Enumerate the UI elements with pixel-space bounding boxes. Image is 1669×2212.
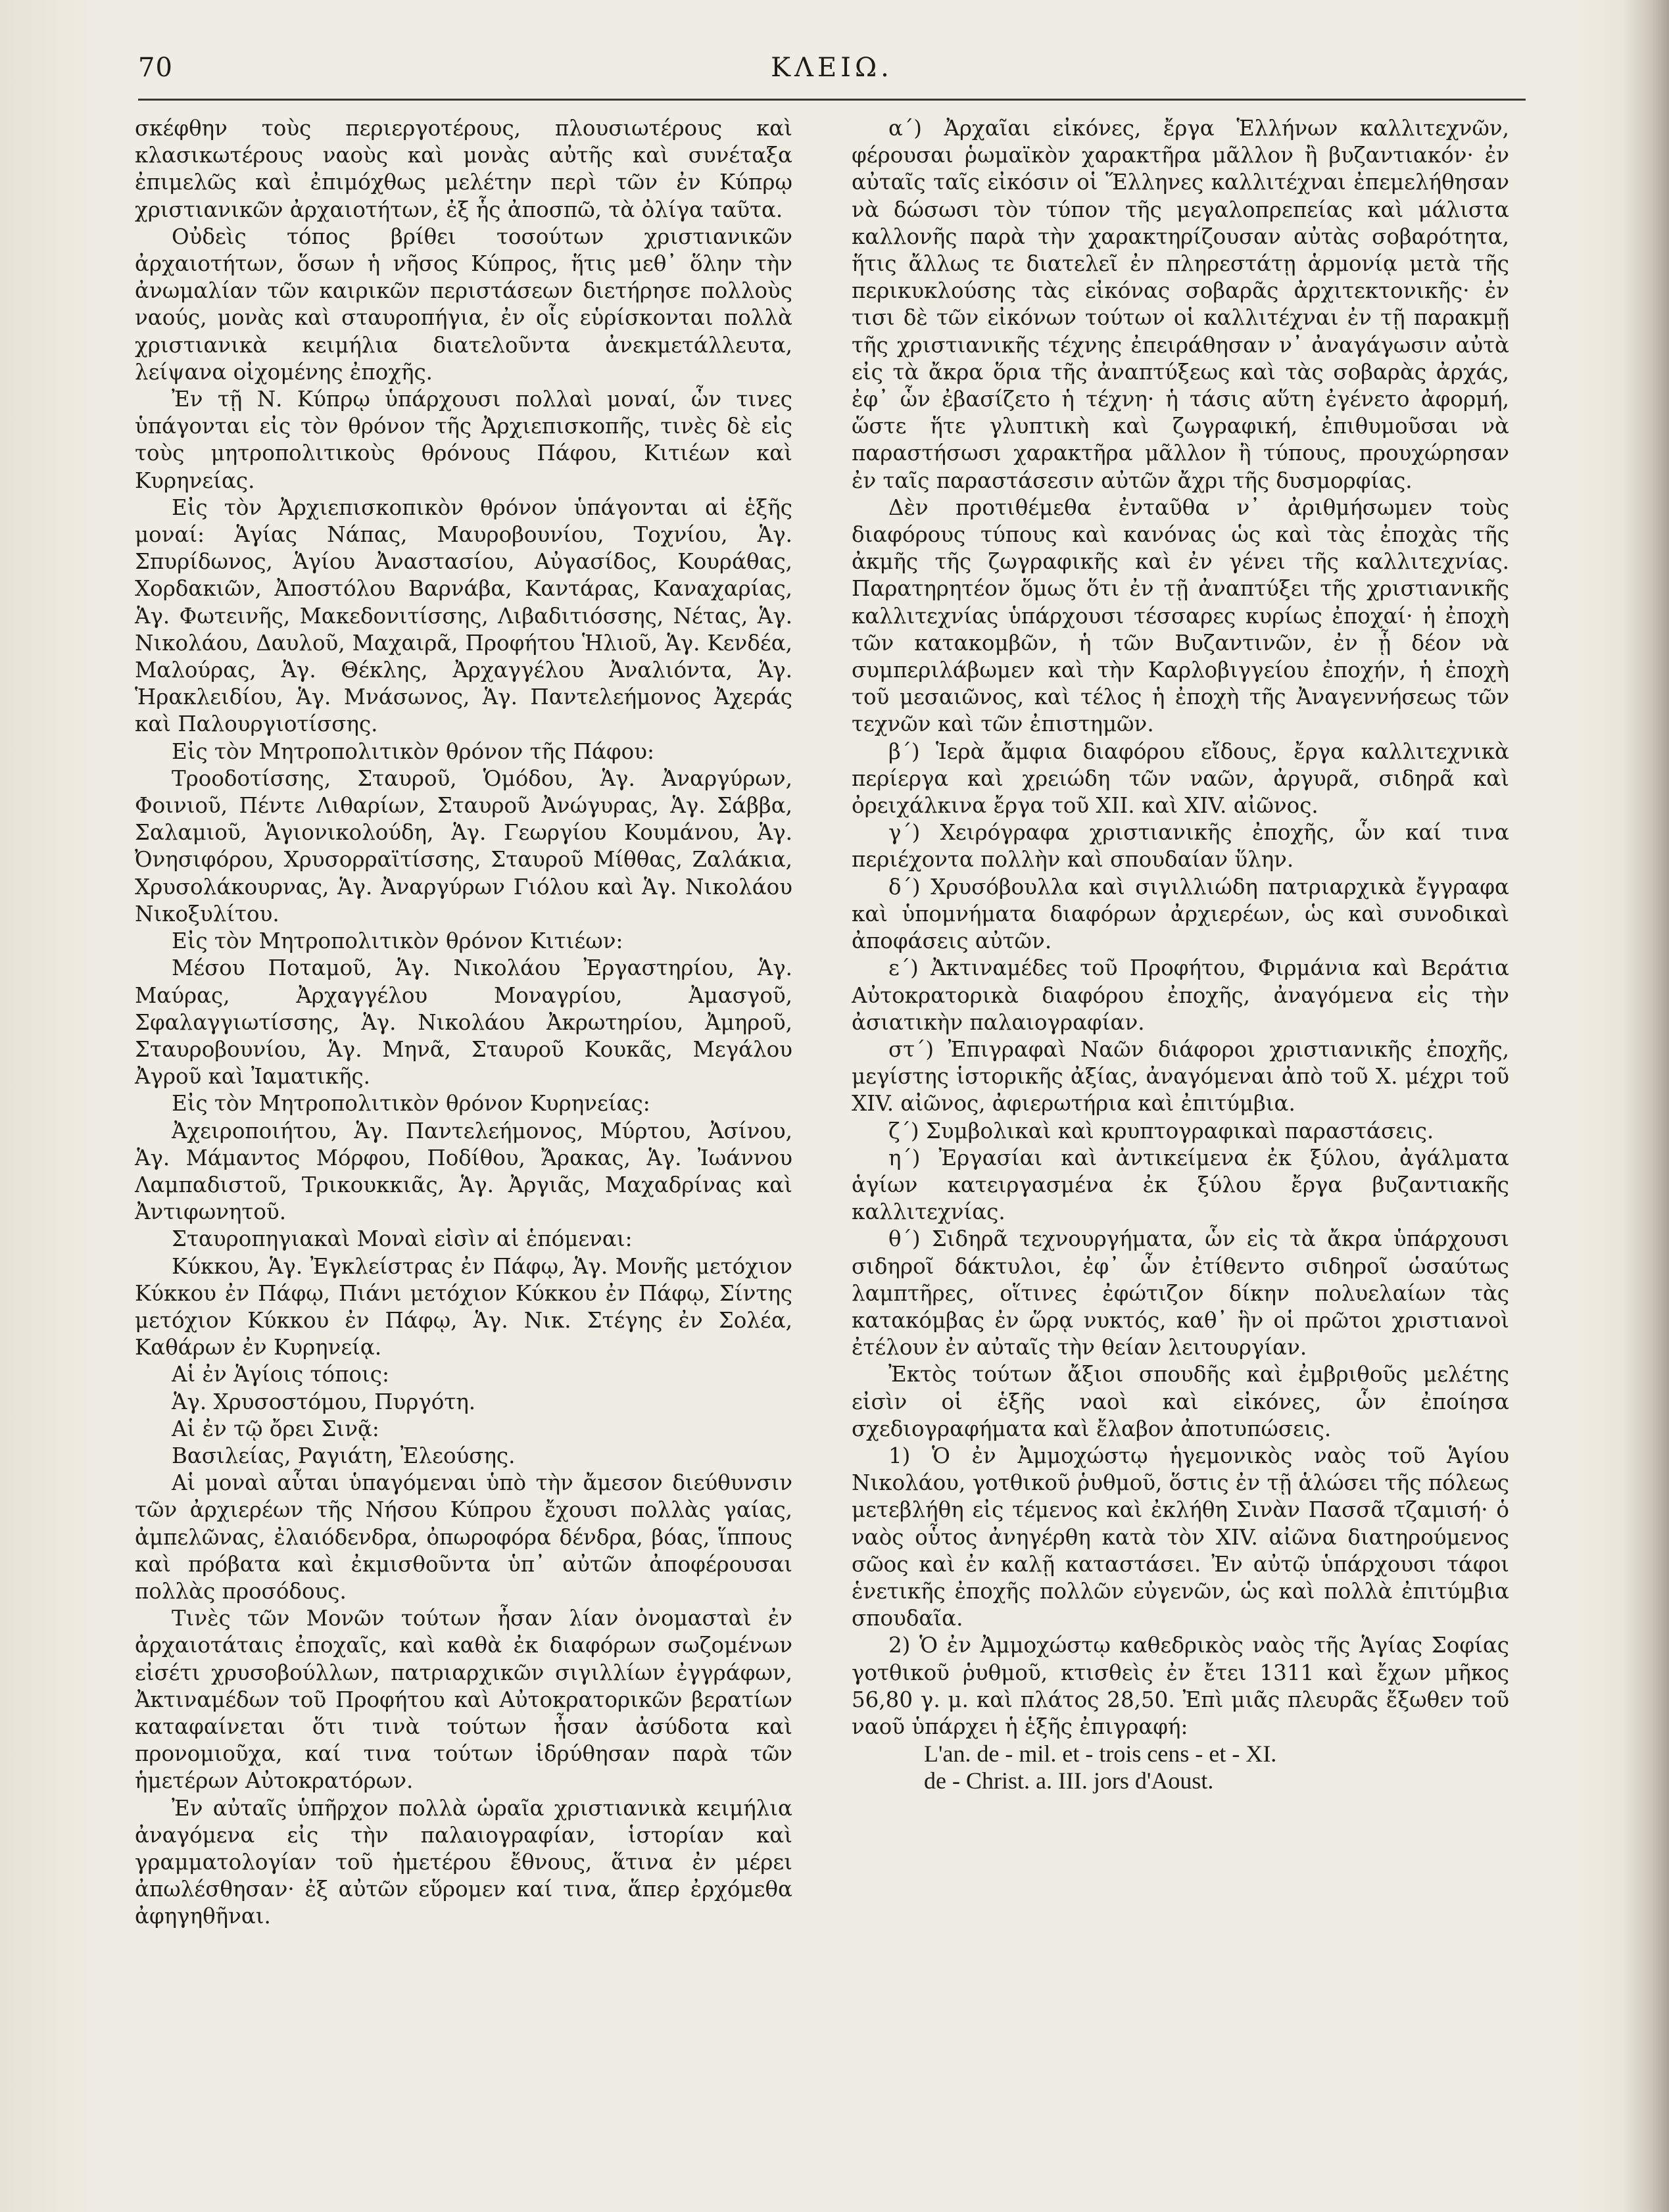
paragraph: β´) Ἱερὰ ἄμφια διαφόρου εἴδους, ἔργα καλλιτεχνικὰ περίεργα καὶ χρειώδη τῶν ναῶν, ἀργυρᾶ, σιδηρᾶ καὶ ὀρειχάλκινα ἔργα τοῦ XII. καὶ XIV. αἰῶνος. [852, 738, 1509, 819]
paragraph: Αἱ μοναὶ αὗται ὑπαγόμεναι ὑπὸ τὴν ἄμεσον διεύθυνσιν τῶν ἀρχιερέων τῆς Νήσου Κύπρου ἔχουσι πολλὰς γαίας, ἀμπελῶνας, ἐλαιόδενδρα, ὀπωροφόρα δένδρα, βόας, ἵππους καὶ πρόβατα καὶ ἐκμισθοῦντα ὑπ᾽ αὐτῶν ἀποφέρουσαι πολλὰς προσόδους. [135, 1470, 792, 1604]
paragraph: α´) Ἀρχαῖαι εἰκόνες, ἔργα Ἑλλήνων καλλιτεχνῶν, φέρουσαι ῥωμαϊκὸν χαρακτῆρα μᾶλλον ἢ βυζαντιακόν· ἐν αὐταῖς ταῖς εἰκόσιν οἱ Ἕλληνες καλλιτέχναι ἐπεμελήθησαν νὰ δώσωσι τὸν τύπον τῆς μεγαλοπρεπείας καὶ μάλιστα καλλονῆς παρὰ τὴν χαρακτηρίζουσαν αὐτὰς σοβαρότητα, ἥτις ἄλλως τε διατελεῖ ἐν πληρεστάτῃ ἁρμονίᾳ μετὰ τῆς περικυκλούσης τὰς εἰκόνας σοβαρᾶς ἀρχιτεκτονικῆς· ἐν τισι δὲ τῶν εἰκόνων τούτων οἱ καλλιτέχναι ἐν τῇ παρακμῇ τῆς χριστιανικῆς τέχνης ἐπειράθησαν ν᾽ ἀναγάγωσιν αὐτὰ εἰς τὰ ἄκρα ὅρια τῆς ἀναπτύξεως καὶ τὰς σοβαρὰς ἀρχάς, ἐφ᾽ ὧν ἐβασίζετο ἡ τέχνη· ἡ τάσις αὕτη ἐγένετο ἀφορμή, ὥστε ἥτε γλυπτικὴ καὶ ζωγραφική, ἐπιθυμοῦσαι νὰ παραστήσωσι χαρακτῆρα μᾶλλον ἢ τύπους, προυχώρησαν ἐν ταῖς παραστάσεσιν αὐτῶν ἄχρι τῆς δυσμορφίας. [852, 116, 1509, 493]
paragraph: Ἐν τῇ Ν. Κύπρῳ ὑπάρχουσι πολλαὶ μοναί, ὧν τινες ὑπάγονται εἰς τὸν θρόνον τῆς Ἀρχιεπισκοπῆς, τινὲς δὲ εἰς τοὺς μητροπολιτικοὺς θρόνους Πάφου, Κιτιέων καὶ Κυρηνείας. [135, 387, 792, 493]
paragraph: γ´) Χειρόγραφα χριστιανικῆς ἐποχῆς, ὧν καί τινα περιέχοντα πολλὴν καὶ σπουδαίαν ὕλην. [852, 820, 1509, 873]
paragraph: στ´) Ἐπιγραφαὶ Ναῶν διάφοροι χριστιανικῆς ἐποχῆς, μεγίστης ἱστορικῆς ἀξίας, ἀναγόμεναι ἀπὸ τοῦ Χ. μέχρι τοῦ XIV. αἰῶνος, ἀφιερωτήρια καὶ ἐπιτύμβια. [852, 1036, 1509, 1117]
paragraph: θ´) Σιδηρᾶ τεχνουργήματα, ὧν εἰς τὰ ἄκρα ὑπάρχουσι σιδηροῖ δάκτυλοι, ἐφ᾽ ὧν ἐτίθεντο σιδηροῖ ὡσαύτως λαμπτῆρες, οἵτινες ἐφώτιζον δίκην πολυελαίων τὰς κατακόμβας ἐν ὥρᾳ νυκτός, καθ᾽ ἣν οἱ πρῶτοι χριστιανοὶ ἐτέλουν ἐν αὐταῖς τὴν θείαν λειτουργίαν. [852, 1226, 1509, 1360]
paragraph: ε´) Ἀκτιναμέδες τοῦ Προφήτου, Φιρμάνια καὶ Βεράτια Αὐτοκρατορικὰ διαφόρου ἐποχῆς, ἀναγόμενα εἰς τὴν ἀσιατικὴν παλαιογραφίαν. [852, 955, 1509, 1035]
paragraph: Ἐκτὸς τούτων ἄξιοι σπουδῆς καὶ ἐμβριθοῦς μελέτης εἰσὶν οἱ ἑξῆς ναοὶ καὶ εἰκόνες, ὧν ἐποίησα σχεδιογραφήματα καὶ ἔλαβον ἀποτυπώσεις. [852, 1362, 1509, 1441]
binding-shadow [1623, 0, 1669, 2212]
paragraph: Ἁγ. Χρυσοστόμου, Πυργότη. [172, 1389, 476, 1414]
running-title: ΚΛΕΙΩ. [771, 53, 893, 83]
paragraph: Αἱ ἐν Ἁγίοις τόποις: [172, 1362, 389, 1387]
paragraph: Ἀχειροποιήτου, Ἁγ. Παντελεήμονος, Μύρτου, Ἀσίνου, Ἁγ. Μάμαντος Μόρφου, Ποδίθου, Ἄρακας, Ἁγ. Ἰωάννου Λαμπαδιστοῦ, Τρικουκκιᾶς, Ἁγ. Ἀργιᾶς, Μαχαδρίνας καὶ Ἀντιφωνητοῦ. [135, 1118, 792, 1225]
paragraph: 1) Ὁ ἐν Ἀμμοχώστῳ ἡγεμονικὸς ναὸς τοῦ Ἁγίου Νικολάου, γοτθικοῦ ῥυθμοῦ, ὅστις ἐν τῇ ἁλώσει τῆς πόλεως μετεβλήθη εἰς τέμενος καὶ ἐκλήθη Σινὰν Πασσᾶ τζαμισή· ὁ ναὸς οὗτος ἀνηγέρθη κατὰ τὸν XIV. αἰῶνα διατηρούμενος σῶος καὶ ἐν καλῇ καταστάσει. Ἐν αὐτῷ ὑπάρχουσι τάφοι ἑνετικῆς ἐποχῆς πολλῶν εὐγενῶν, ὡς καὶ πολλὰ ἐπιτύμβια σπουδαῖα. [852, 1443, 1509, 1631]
paragraph: de - Christ. a. III. jors d'Aoust. [924, 1767, 1214, 1794]
paragraph: 2) Ὁ ἐν Ἀμμοχώστῳ καθεδρικὸς ναὸς τῆς Ἁγίας Σοφίας γοτθικοῦ ῥυθμοῦ, κτισθεὶς ἐν ἔτει 1311 καὶ ἔχων μῆκος 56,80 γ. μ. καὶ πλάτος 28,50. Ἐπὶ μιᾶς πλευρᾶς ἔξωθεν τοῦ ναοῦ ὑπάρχει ἡ ἑξῆς ἐπιγραφή: [852, 1633, 1509, 1739]
paragraph: Βασιλείας, Ραγιάτη, Ἐλεούσης. [172, 1443, 516, 1468]
paragraph: Αἱ ἐν τῷ ὄρει Σινᾷ: [172, 1416, 379, 1441]
paragraph: ζ´) Συμβολικαὶ καὶ κρυπτογραφικαὶ παραστάσεις. [888, 1118, 1434, 1143]
page-number: 70 [138, 53, 173, 83]
paragraph: Κύκκου, Ἁγ. Ἐγκλείστρας ἐν Πάφῳ, Ἁγ. Μονῆς μετόχιον Κύκκου ἐν Πάφῳ, Πιάνι μετόχιον Κύκκου ἐν Πάφῳ, Σίντης μετόχιον Κύκκου ἐν Πάφῳ, Ἁγ. Νικ. Στέγης ἐν Σολέα, Καθάρων ἐν Κυρηνείᾳ. [135, 1253, 792, 1360]
paragraph: Σταυροπηγιακαὶ Μοναὶ εἰσὶν αἱ ἑπόμεναι: [172, 1226, 633, 1252]
paragraph: δ´) Χρυσόβουλλα καὶ σιγιλλιώδη πατριαρχικὰ ἔγγραφα καὶ ὑπομνήματα διαφόρων ἀρχιερέων, ὡς καὶ συνοδικαὶ ἀποφάσεις αὐτῶν. [852, 874, 1509, 954]
paragraph: η´) Ἐργασίαι καὶ ἀντικείμενα ἐκ ξύλου, ἀγάλματα ἁγίων κατειργασμένα ἐκ ξύλου ἔργα βυζαντιακῆς καλλιτεχνίας. [852, 1145, 1509, 1225]
paragraph: Εἰς τὸν Μητροπολιτικὸν θρόνον Κυρηνείας: [172, 1091, 650, 1117]
paragraph: Οὐδεὶς τόπος βρίθει τοσούτων χριστιανικῶν ἀρχαιοτήτων, ὅσων ἡ νῆσος Κύπρος, ἥτις μεθ᾽ ὅλην τὴν ἀνωμαλίαν τῶν καιρικῶν περιστάσεων διετήρησε πολλοὺς ναούς, μονὰς καὶ σταυροπήγια, ἐν οἷς εὑρίσκονται πολλὰ χριστιανικὰ κειμήλια διατελοῦντα ἀνεκμετάλλευτα, λείψανα οἰχομένης ἐποχῆς. [135, 224, 792, 385]
paragraph: Ἐν αὐταῖς ὑπῆρχον πολλὰ ὡραῖα χριστιανικὰ κειμήλια ἀναγόμενα εἰς τὴν παλαιογραφίαν, ἱστορίαν καὶ γραμματολογίαν τοῦ ἡμετέρου ἔθνους, ἅτινα ἐν μέρει ἀπωλέσθησαν· ἐξ αὐτῶν εὕρομεν καί τινα, ἅπερ ἐρχόμεθα ἀφηγηθῆναι. [135, 1795, 792, 1929]
paragraph: Εἰς τὸν Μητροπολιτικὸν θρόνον Κιτιέων: [172, 928, 623, 954]
paragraph: Εἰς τὸν Ἀρχιεπισκοπικὸν θρόνον ὑπάγονται αἱ ἑξῆς μοναί: Ἁγίας Νάπας, Μαυροβουνίου, Τοχνίου, Ἁγ. Σπυρίδωνος, Ἁγίου Ἀναστασίου, Αὐγασίδος, Κουράθας, Χορδακιῶν, Ἀποστόλου Βαρνάβα, Καντάρας, Καναχαρίας, Ἁγ. Φωτεινῆς, Μακεδονιτίσσης, Λιβαδιτιόσσης, Νέτας, Ἁγ. Νικολάου, Δαυλοῦ, Μαχαιρᾶ, Προφήτου Ἡλιοῦ, Ἁγ. Κενδέα, Μαλούρας, Ἁγ. Θέκλης, Ἀρχαγγέλου Ἀναλιόντα, Ἁγ. Ἡρακλειδίου, Ἁγ. Μνάσωνος, Ἁγ. Παντελεήμονος Ἀχεράς καὶ Παλουργιοτίσσης. [135, 494, 792, 737]
paragraph: Τροοδοτίσσης, Σταυροῦ, Ὁμόδου, Ἁγ. Ἀναργύρων, Φοινιοῦ, Πέντε Λιθαρίων, Σταυροῦ Ἀνώγυρας, Ἁγ. Σάββα, Σαλαμιοῦ, Ἁγιονικολούδη, Ἁγ. Γεωργίου Κουμάνου, Ἁγ. Ὀνησιφόρου, Χρυσορραϊτίσσης, Σταυροῦ Μίθθας, Ζαλάκια, Χρυσολάκουρνας, Ἁγ. Ἀναργύρων Γιόλου καὶ Ἁγ. Νικολάου Νικοξυλίτου. [135, 765, 792, 926]
right-column [852, 115, 1509, 1795]
paragraph: Εἰς τὸν Μητροπολιτικὸν θρόνον τῆς Πάφου: [172, 738, 654, 764]
paragraph: Δὲν προτιθέμεθα ἐνταῦθα ν᾽ ἀριθμήσωμεν τοὺς διαφόρους τύπους καὶ κανόνας ὡς καὶ τὰς ἐποχὰς τῆς ἀκμῆς τῆς ζωγραφικῆς καὶ ἐν γένει τῆς καλλιτεχνίας. Παρατηρητέον ὅμως ὅτι ἐν τῇ ἀναπτύξει τῆς χριστιανικῆς καλλιτεχνίας ὑπάρχουσι τέσσαρες κυρίως ἐποχαί· ἡ ἐποχὴ τῶν κατακομβῶν, ἡ τῶν Βυζαντινῶν, ἐν ᾗ δέον νὰ συμπεριλάβωμεν καὶ τὴν Καρλοβιγγείου ἐποχήν, ἡ ἐποχὴ τοῦ μεσαιῶνος, καὶ τέλος ἡ ἐποχὴ τῆς Ἀναγεννήσεως τῶν τεχνῶν καὶ τῶν ἐπιστημῶν. [852, 494, 1509, 737]
paragraph: σκέφθην τοὺς περιεργοτέρους, πλουσιωτέρους καὶ κλασικωτέρους ναοὺς καὶ μονὰς αὐτῆς καὶ συνέταξα ἐπιμελῶς καὶ ἐπιμόχθως μελέτην περὶ τῶν ἐν Κύπρῳ χριστιανικῶν ἀρχαιοτήτων, ἐξ ἧς ἀποσπῶ, τὰ ὀλίγα ταῦτα. [135, 116, 792, 222]
paragraph: Μέσου Ποταμοῦ, Ἁγ. Νικολάου Ἐργαστηρίου, Ἁγ. Μαύρας, Ἀρχαγγέλου Μοναγρίου, Ἀμασγοῦ, Σφαλαγγιωτίσσης, Ἁγ. Νικολάου Ἀκρωτηρίου, Ἀμηροῦ, Σταυροβουνίου, Ἁγ. Μηνᾶ, Σταυροῦ Κουκᾶς, Μεγάλου Ἀγροῦ καὶ Ἰαματικῆς. [135, 955, 792, 1090]
left-column [135, 115, 792, 1931]
paragraph: Τινὲς τῶν Μονῶν τούτων ἦσαν λίαν ὀνομασταὶ ἐν ἀρχαιοτάταις ἐποχαῖς, καὶ καθὰ ἐκ διαφόρων σωζομένων εἰσέτι χρυσοβούλλων, πατριαρχικῶν σιγιλλίων ἐγγράφων, Ἀκτιναμέδων τοῦ Προφήτου καὶ Αὐτοκρατορικῶν βερατίων καταφαίνεται ὅτι τινὰ τούτων ἦσαν ἀσύδοτα καὶ προνομιοῦχα, καί τινα τούτων ἱδρύθησαν παρὰ τῶν ἡμετέρων Αὐτοκρατόρων. [135, 1606, 792, 1794]
header-rule [138, 99, 1526, 101]
page-header [138, 46, 1526, 99]
paragraph: L'an. de - mil. et - trois cens - et - XI. [924, 1741, 1277, 1767]
